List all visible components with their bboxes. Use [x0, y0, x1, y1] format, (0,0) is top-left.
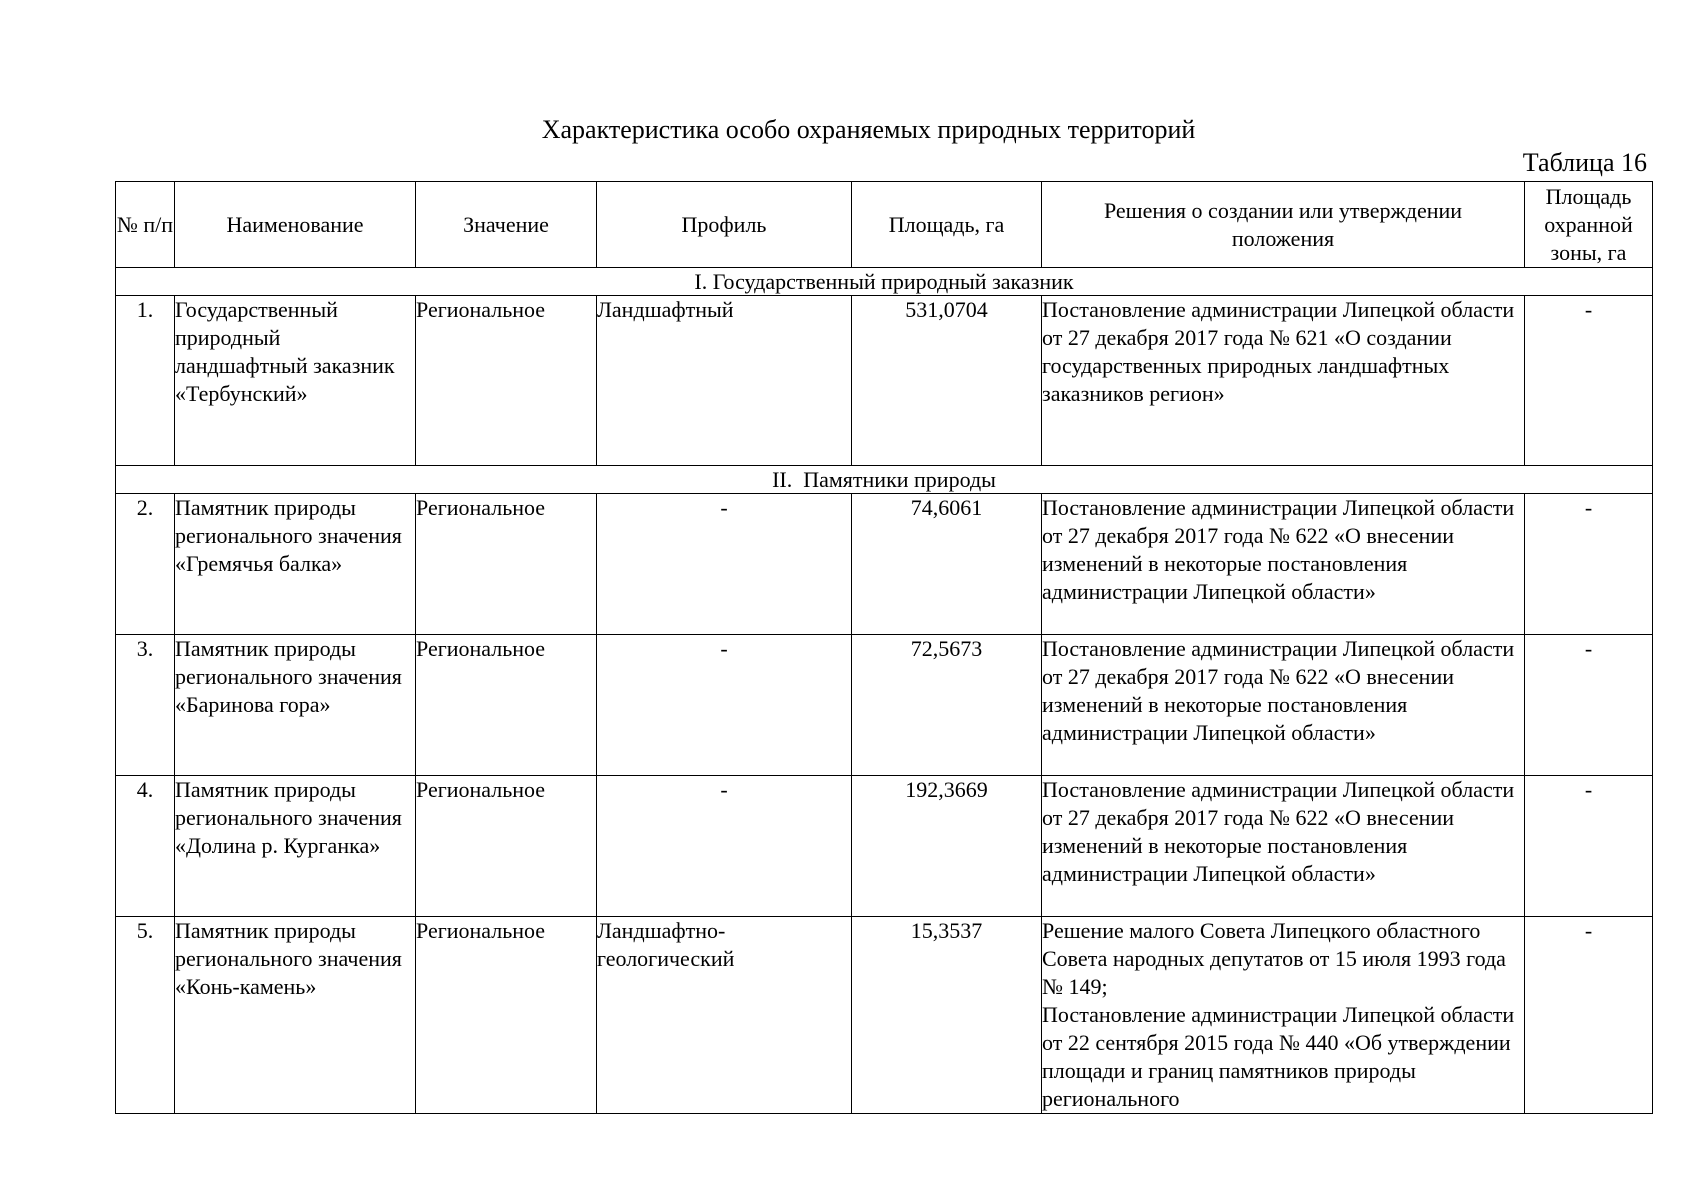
protected-areas-table: [115, 181, 1653, 1114]
row-num: 4.: [116, 776, 175, 917]
row-profile: Ландшафтный: [597, 296, 852, 466]
row-buffer-area: -: [1525, 296, 1653, 466]
row-significance: Региональное: [416, 635, 597, 776]
section-title: I. Государственный природный заказник: [116, 268, 1653, 296]
table-row: [116, 635, 1653, 776]
row-num: 1.: [116, 296, 175, 466]
table-header-row: [116, 182, 1653, 268]
row-profile: Ландшафтно-геологический: [597, 917, 852, 1114]
row-decision: Постановление администрации Липецкой области от 27 декабря 2017 года № 622 «О внесении изменений в некоторые постановления администрации Липецкой области»: [1042, 776, 1525, 917]
row-significance: Региональное: [416, 296, 597, 466]
row-decision: Решение малого Совета Липецкого областного Совета народных депутатов от 15 июля 1993 года № 149; Постановление администрации Липецкой области от 22 сентября 2015 года № 440 «Об утверждении площади и границ памятников природы регионального: [1042, 917, 1525, 1114]
row-decision: Постановление администрации Липецкой области от 27 декабря 2017 года № 622 «О внесении изменений в некоторые постановления администрации Липецкой области»: [1042, 635, 1525, 776]
table-number: Таблица 16: [1522, 148, 1647, 177]
header-decision: Решения о создании или утверждении положения: [1042, 182, 1525, 268]
row-buffer-area: -: [1525, 776, 1653, 917]
row-significance: Региональное: [416, 917, 597, 1114]
header-num: № п/п: [116, 182, 175, 268]
row-profile: -: [597, 776, 852, 917]
header-name: Наименование: [175, 182, 416, 268]
row-num: 5.: [116, 917, 175, 1114]
row-area: 72,5673: [852, 635, 1042, 776]
row-name: Памятник природы регионального значения «Гремячья балка»: [175, 494, 416, 635]
row-buffer-area: -: [1525, 635, 1653, 776]
table-row: [116, 776, 1653, 917]
row-name: Государственный природный ландшафтный заказник «Тербунский»: [175, 296, 416, 466]
row-buffer-area: -: [1525, 494, 1653, 635]
row-significance: Региональное: [416, 494, 597, 635]
row-significance: Региональное: [416, 776, 597, 917]
row-num: 2.: [116, 494, 175, 635]
section-title: II. Памятники природы: [116, 466, 1653, 494]
section-row: [116, 268, 1653, 296]
table-row: [116, 917, 1653, 1114]
header-significance: Значение: [416, 182, 597, 268]
document-title: Характеристика особо охраняемых природных территорий: [541, 115, 1196, 144]
row-profile: -: [597, 494, 852, 635]
row-name: Памятник природы регионального значения «Баринова гора»: [175, 635, 416, 776]
row-num: 3.: [116, 635, 175, 776]
row-area: 192,3669: [852, 776, 1042, 917]
row-name: Памятник природы регионального значения «Долина р. Курганка»: [175, 776, 416, 917]
row-area: 531,0704: [852, 296, 1042, 466]
row-area: 15,3537: [852, 917, 1042, 1114]
table-row: [116, 296, 1653, 466]
header-profile: Профиль: [597, 182, 852, 268]
header-buffer-area: Площадь охранной зоны, га: [1525, 182, 1653, 268]
row-profile: -: [597, 635, 852, 776]
row-decision: Постановление администрации Липецкой области от 27 декабря 2017 года № 622 «О внесении изменений в некоторые постановления администрации Липецкой области»: [1042, 494, 1525, 635]
row-area: 74,6061: [852, 494, 1042, 635]
row-name: Памятник природы регионального значения «Конь-камень»: [175, 917, 416, 1114]
row-decision: Постановление администрации Липецкой области от 27 декабря 2017 года № 621 «О создании государственных природных ландшафтных заказников регион»: [1042, 296, 1525, 466]
row-buffer-area: -: [1525, 917, 1653, 1114]
section-row: [116, 466, 1653, 494]
table-row: [116, 494, 1653, 635]
header-area: Площадь, га: [852, 182, 1042, 268]
